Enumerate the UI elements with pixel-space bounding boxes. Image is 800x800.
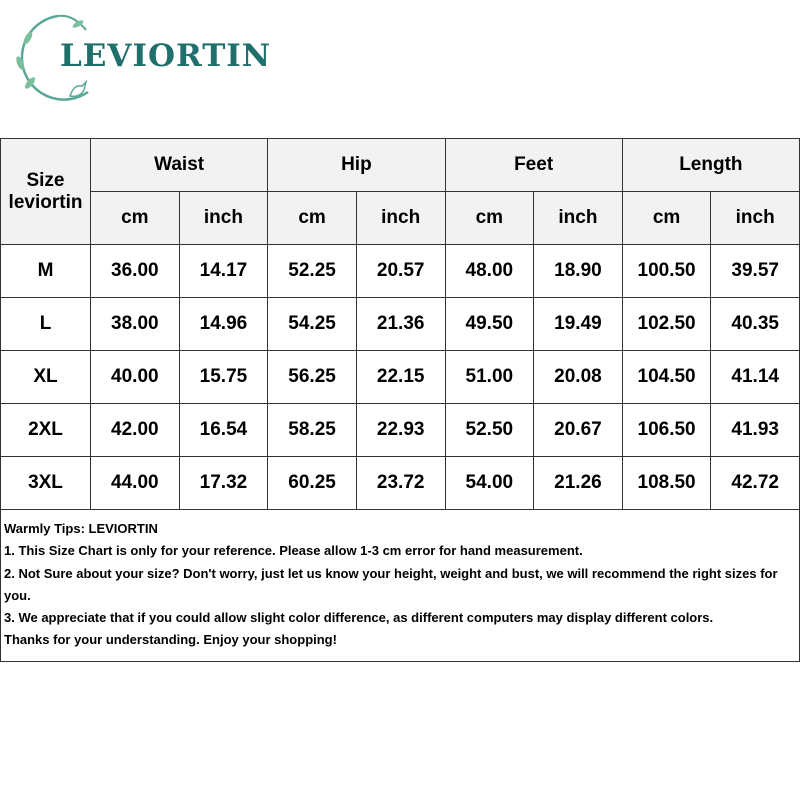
- value-cell: 40.35: [711, 298, 800, 351]
- value-cell: 14.17: [179, 245, 268, 298]
- value-cell: 20.67: [534, 404, 623, 457]
- value-cell: 52.25: [268, 245, 357, 298]
- tip-3: 3. We appreciate that if you could allow slight color difference, as different computers may display different colors.: [4, 610, 714, 626]
- value-cell: 100.50: [622, 245, 711, 298]
- value-cell: 52.50: [445, 404, 534, 457]
- waist-header: Waist: [91, 139, 268, 192]
- feet-header: Feet: [445, 139, 622, 192]
- value-cell: 16.54: [179, 404, 268, 457]
- value-cell: 60.25: [268, 457, 357, 510]
- tips-title: Warmly Tips: LEVIORTIN: [4, 521, 158, 536]
- table-row: [1, 351, 800, 404]
- value-cell: 51.00: [445, 351, 534, 404]
- value-cell: 44.00: [91, 457, 180, 510]
- hip-header: Hip: [268, 139, 445, 192]
- header-row-groups: [1, 139, 800, 192]
- value-cell: 17.32: [179, 457, 268, 510]
- value-cell: 39.57: [711, 245, 800, 298]
- value-cell: 23.72: [356, 457, 445, 510]
- size-header: Size leviortin: [1, 139, 91, 245]
- unit-inch: inch: [179, 192, 268, 245]
- value-cell: 41.93: [711, 404, 800, 457]
- value-cell: 102.50: [622, 298, 711, 351]
- table-row: [1, 298, 800, 351]
- value-cell: 38.00: [91, 298, 180, 351]
- size-cell: 3XL: [1, 457, 91, 510]
- value-cell: 56.25: [268, 351, 357, 404]
- value-cell: 54.00: [445, 457, 534, 510]
- value-cell: 42.00: [91, 404, 180, 457]
- brand-logo: [8, 8, 278, 108]
- value-cell: 49.50: [445, 298, 534, 351]
- value-cell: 36.00: [91, 245, 180, 298]
- size-chart-table: [0, 138, 800, 510]
- unit-cm: cm: [445, 192, 534, 245]
- length-header: Length: [622, 139, 799, 192]
- value-cell: 14.96: [179, 298, 268, 351]
- value-cell: 42.72: [711, 457, 800, 510]
- value-cell: 21.36: [356, 298, 445, 351]
- value-cell: 15.75: [179, 351, 268, 404]
- size-cell: L: [1, 298, 91, 351]
- value-cell: 106.50: [622, 404, 711, 457]
- table-row: [1, 245, 800, 298]
- size-cell: XL: [1, 351, 91, 404]
- value-cell: 19.49: [534, 298, 623, 351]
- value-cell: 58.25: [268, 404, 357, 457]
- size-cell: 2XL: [1, 404, 91, 457]
- unit-inch: inch: [534, 192, 623, 245]
- value-cell: 104.50: [622, 351, 711, 404]
- table-row: [1, 404, 800, 457]
- unit-inch: inch: [356, 192, 445, 245]
- value-cell: 48.00: [445, 245, 534, 298]
- tips-box: [0, 510, 800, 662]
- value-cell: 18.90: [534, 245, 623, 298]
- value-cell: 40.00: [91, 351, 180, 404]
- unit-cm: cm: [622, 192, 711, 245]
- value-cell: 21.26: [534, 457, 623, 510]
- tips-closing: Thanks for your understanding. Enjoy your shopping!: [4, 632, 337, 648]
- unit-inch: inch: [711, 192, 800, 245]
- unit-cm: cm: [268, 192, 357, 245]
- value-cell: 20.08: [534, 351, 623, 404]
- tip-1: 1. This Size Chart is only for your reference. Please allow 1-3 cm error for hand measurement.: [4, 543, 583, 559]
- header-row-units: [1, 192, 800, 245]
- value-cell: 22.15: [356, 351, 445, 404]
- value-cell: 41.14: [711, 351, 800, 404]
- unit-cm: cm: [91, 192, 180, 245]
- size-cell: M: [1, 245, 91, 298]
- value-cell: 54.25: [268, 298, 357, 351]
- brand-name: LEVIORTIN: [60, 38, 272, 74]
- value-cell: 20.57: [356, 245, 445, 298]
- tip-2: 2. Not Sure about your size? Don't worry, just let us know your height, weight and bust, we will recommend the right sizes for you.: [4, 565, 778, 603]
- table-row: [1, 457, 800, 510]
- value-cell: 108.50: [622, 457, 711, 510]
- value-cell: 22.93: [356, 404, 445, 457]
